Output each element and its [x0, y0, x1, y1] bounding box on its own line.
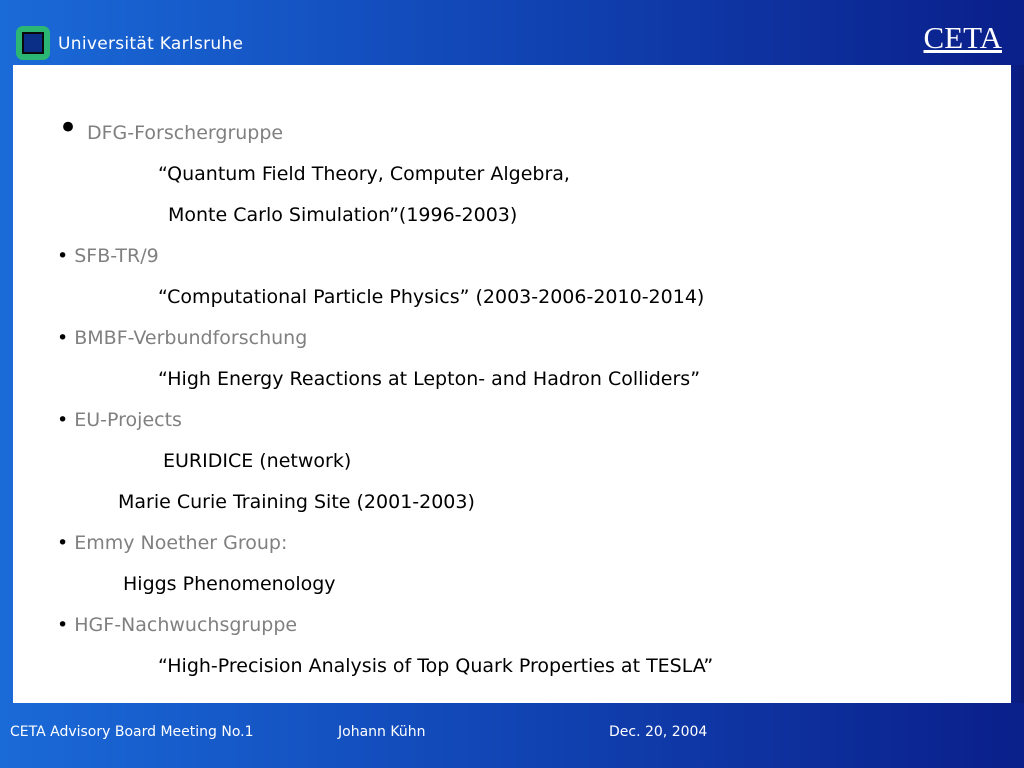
bullet-icon: •	[57, 409, 75, 431]
item-line: Marie Curie Training Site (2001-2003)	[118, 491, 475, 513]
item-line: “Computational Particle Physics” (2003-2006-2010-2014)	[158, 286, 705, 308]
item-line: Monte Carlo Simulation”(1996-2003)	[168, 204, 518, 226]
item-line: EURIDICE (network)	[163, 450, 352, 472]
footer-meeting: CETA Advisory Board Meeting No.1	[10, 724, 254, 740]
list-item	[57, 612, 297, 638]
bullet-icon: •	[58, 108, 79, 148]
slide-content	[13, 65, 1011, 703]
item-heading-sfb: SFB-TR/9	[74, 245, 159, 267]
item-line: “High-Precision Analysis of Top Quark Properties at TESLA”	[158, 655, 714, 677]
list-item	[57, 407, 182, 433]
bullet-icon: •	[57, 614, 75, 636]
footer-date: Dec. 20, 2004	[609, 724, 708, 740]
item-line: “High Energy Reactions at Lepton- and Hadron Colliders”	[158, 368, 701, 390]
item-heading-emmy: Emmy Noether Group:	[74, 532, 288, 554]
bullet-icon: •	[57, 327, 75, 349]
bullet-icon: •	[57, 245, 75, 267]
bullet-icon: •	[57, 532, 75, 554]
item-heading-dfg: DFG-Forschergruppe	[87, 122, 284, 144]
item-line: Higgs Phenomenology	[123, 573, 336, 595]
list-item	[57, 243, 159, 269]
item-heading-eu: EU-Projects	[74, 409, 182, 431]
item-heading-hgf: HGF-Nachwuchsgruppe	[74, 614, 298, 636]
item-heading-bmbf: BMBF-Verbundforschung	[74, 327, 308, 349]
university-name: Universität Karlsruhe	[58, 34, 244, 54]
list-item	[57, 325, 307, 351]
university-logo-icon	[16, 26, 50, 60]
list-item	[57, 530, 287, 556]
item-line: “Quantum Field Theory, Computer Algebra,	[158, 163, 570, 185]
footer-author: Johann Kühn	[338, 724, 426, 740]
right-stripe	[1011, 65, 1024, 703]
ceta-link[interactable]: CETA	[923, 20, 1002, 55]
